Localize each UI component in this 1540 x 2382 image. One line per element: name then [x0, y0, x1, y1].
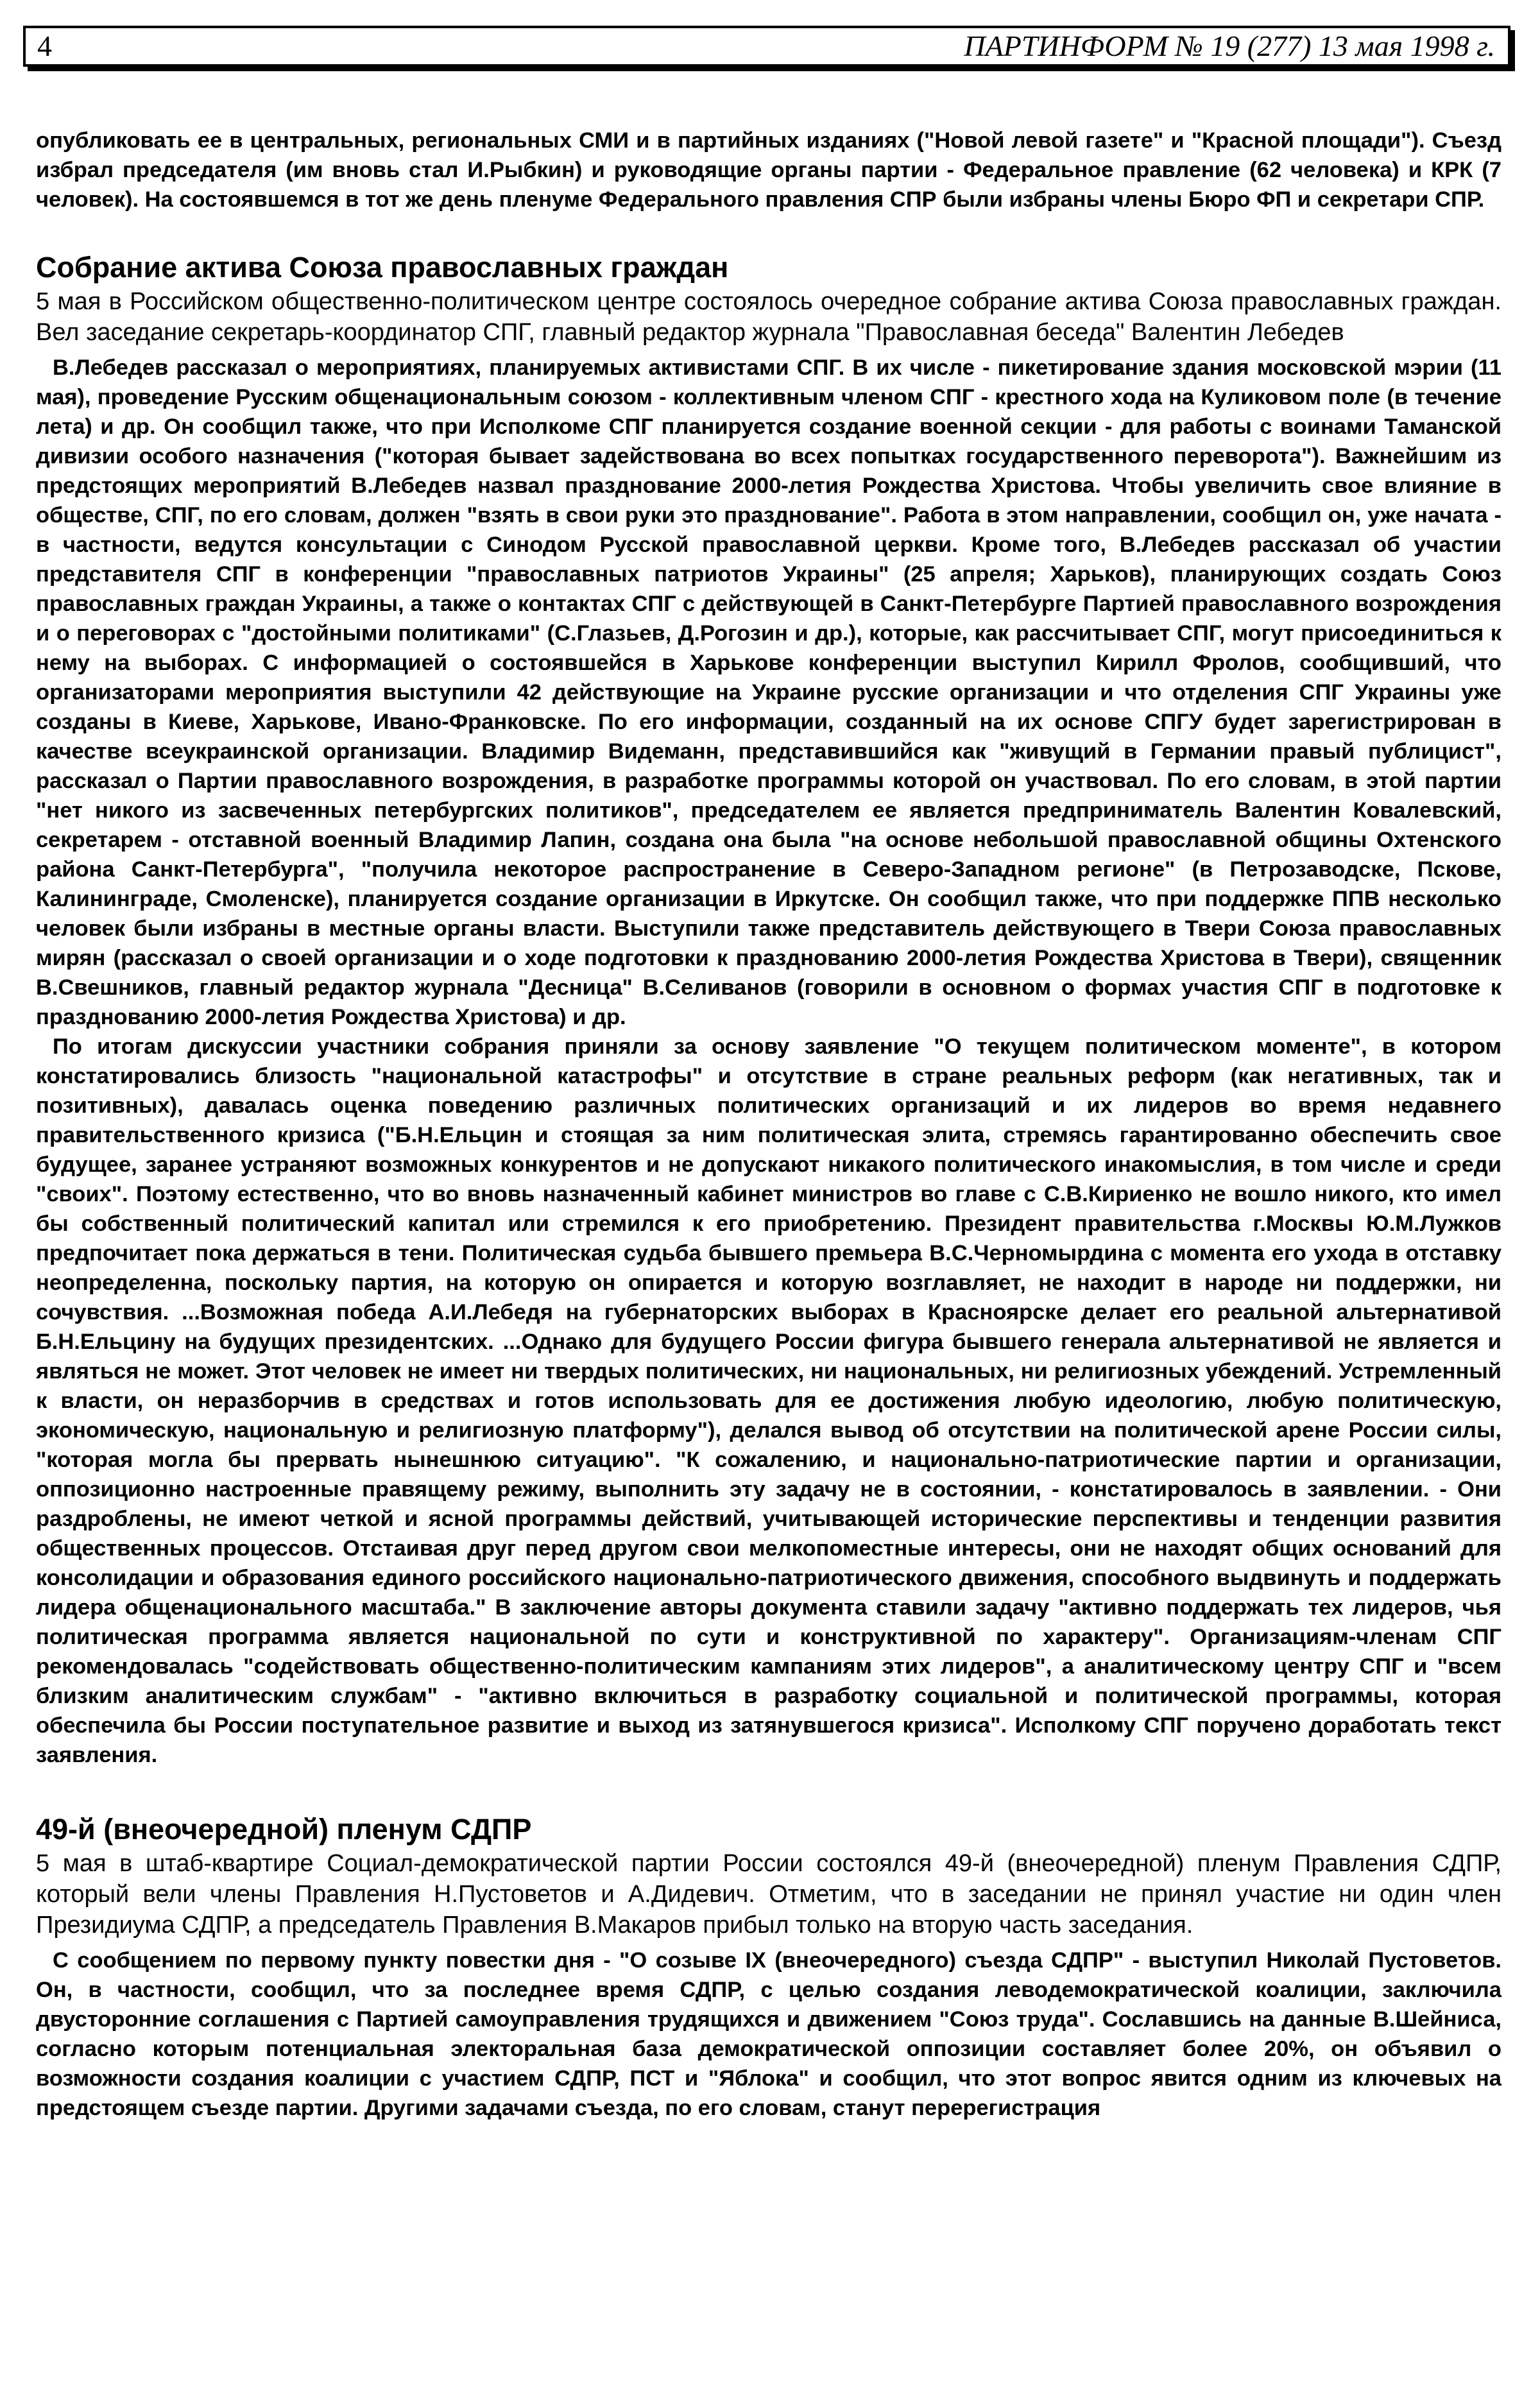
article-paragraph-spg-2: По итогам дискуссии участники собрания приняли за основу заявление "О текущем политическом моменте", в котором констатировались близость "национальной катастрофы" и отсутствие в стране реальных реформ (как негативных, так и позитивных), давалась оценка поведению различных политических организаций и их лидеров во время недавнего правительственного кризиса ("Б.Н.Ельцин и стоящая за ним политическая элита, стремясь гарантированно обеспечить свое будущее, заранее устраняют возможных конкурентов и не допускают никакого политического инакомыслия, в том числе и среди "своих". Поэтому естественно, что во вновь назначенный кабинет министров во главе с С.В.Кириенко не вошло никого, кто имел бы собственный политический капитал или стремился к его приобретению. Президент правительства г.Москвы Ю.М.Лужков предпочитает пока держаться в тени. Политическая судьба бывшего премьера В.С.Черномырдина с момента его ухода в отставку неопределенна, поскольку партия, на которую он опирается и которую возглавляет, не находит в народе ни поддержки, ни сочувствия. ...Возможная победа А.И.Лебедя на губернаторских выборах в Красноярске делает его реальной альтернативой Б.Н.Ельцину на будущих президентских. ...Однако для будущего России фигура бывшего генерала альтернативой не является и являться не может. Этот человек не имеет ни твердых политических, ни национальных, ни религиозных убеждений. Устремленный к власти, он неразборчив в средствах и готов использовать для ее достижения любую идеологию, любую политическую, экономическую, национальную и религиозную платформу"), делался вывод об отсутствии на политической арене России силы, "которая могла бы прервать нынешнюю ситуацию". "К сожалению, и национально-патриотические партии и организации, оппозиционно настроенные правящему режиму, выполнить эту задачу не в состоянии, - констатировалось в заявлении. - Они раздроблены, не имеют четкой и ясной программы действий, учитывающей исторические перспективы и тенденции развития общественных процессов. Отстаивая друг перед другом свои мелкопоместные интересы, они не находят общих оснований для консолидации и образования единого российского национально-патриотического движения, способного выдвинуть и поддержать лидера общенационального масштаба." В заключение авторы документа ставили задачу "активно поддержать тех лидеров, чья политическая программа является национальной по сути и конструктивной по характеру". Организациям-членам СПГ рекомендовалась "содействовать общественно-политическим кампаниям этих лидеров", а аналитическому центру СПГ и "всем близким аналитическим службам" - "активно включиться в разработку социальной и политической программы, которая обеспечила бы России поступательное развитие и выход из затянувшегося кризиса". Исполкому СПГ поручено доработать текст заявления.	[36, 1034, 1502, 1767]
article-paragraph-spg-1: В.Лебедев рассказал о мероприятиях, планируемых активистами СПГ. В их числе - пикетирование здания московской мэрии (11 мая), проведение Русским общенациональным союзом - коллективным членом СПГ - крестного хода на Куликовом поле (в течение лета) и др. Он сообщил также, что при Исполкоме СПГ планируется создание военной секции - для работы с воинами Таманской дивизии особого назначения ("которая бывает задействована во всех попытках государственного переворота"). Важнейшим из предстоящих мероприятий В.Лебедев назвал празднование 2000-летия Рождества Христова. Чтобы увеличить свое влияние в обществе, СПГ, по его словам, должен "взять в свои руки это празднование". Работа в этом направлении, сообщил он, уже начата - в частности, ведутся консультации с Синодом Русской православной церкви. Кроме того, В.Лебедев рассказал об участии представителя СПГ в конференции "православных патриотов Украины" (25 апреля; Харьков), планирующих создать Союз православных граждан Украины, а также о контактах СПГ с действующей в Санкт-Петербурге Партией православного возрождения и о переговорах с "достойными политиками" (С.Глазьев, Д.Рогозин и др.), которые, как рассчитывает СПГ, могут присоединиться к нему на выборах. С информацией о состоявшейся в Харькове конференции выступил Кирилл Фролов, сообщивший, что организаторами мероприятия выступили 42 действующие на Украине русские организации и что отделения СПГ Украины уже созданы в Киеве, Харькове, Ивано-Франковске. По его информации, созданный на их основе СПГУ будет зарегистрирован в качестве всеукраинской организации. Владимир Видеманн, представившийся как "живущий в Германии правый публицист", рассказал о Партии православного возрождения, в разработке программы которой он участвовал. По его словам, в этой партии "нет никого из засвеченных петербургских политиков", председателем ее является предприниматель Валентин Ковалевский, секретарем - отставной военный Владимир Лапин, создана она была "на основе небольшой православной общины Охтенского района Санкт-Петербурга", "получила некоторое распространение в Северо-Западном регионе" (в Петрозаводске, Пскове, Калининграде, Смоленске), планируется создание организации в Иркутске. Он сообщил также, что при поддержке ППВ несколько человек были избраны в местные органы власти. Выступили также представитель действующего в Твери Союза православных мирян (рассказал о своей организации и о ходе подготовки к празднованию 2000-летия Рождества Христова в Твери), священник В.Свешников, главный редактор журнала "Десница" В.Селиванов (говорили в основном о формах участия СПГ в подготовке к празднованию 2000-летия Рождества Христова) и др.	[36, 356, 1502, 1029]
intro-paragraph: опубликовать ее в центральных, региональных СМИ и в партийных изданиях ("Новой левой газете" и "Красной площади"). Съезд избрал председателя (им вновь стал И.Рыбкин) и руководящие органы партии - Федеральное правление (62 человека) и КРК (7 человек). На состоявшемся в тот же день пленуме Федерального правления СПР были избраны члены Бюро ФП и секретари СПР.	[36, 128, 1502, 212]
article-title-spg: Собрание актива Союза православных граждан	[36, 251, 729, 284]
article-lead-sdpr: 5 мая в штаб-квартире Социал-демократической партии России состоялся 49-й (внеочередной) пленум Правления СДПР, который вели члены Правления Н.Пустоветов и А.Дидевич. Отметим, что в заседании не принял участие ни один член Президиума СДПР, а председатель Правления В.Макаров прибыл только на вторую часть заседания.	[36, 1850, 1502, 1939]
page-number: 4	[37, 30, 52, 62]
running-header	[23, 26, 1510, 67]
page-content	[36, 126, 1502, 2123]
article-title-sdpr: 49-й (внеочередной) пленум СДПР	[36, 1813, 532, 1846]
article-paragraph-sdpr-1: С сообщением по первому пункту повестки дня - "О созыве IX (внеочередного) съезда СДПР" - выступил Николай Пустоветов. Он, в частности, сообщил, что за последнее время СДПР, с целью создания леводемократической коалиции, заключила двусторонние соглашения с Партией самоуправления трудящихся и движением "Союз труда". Сославшись на данные В.Шейниса, согласно которым потенциальная электоральная база демократической оппозиции составляет более 20%, он объявил о возможности создания коалиции с участием СДПР, ПСТ и "Яблока" и сообщил, что этот вопрос явится одним из ключевых на предстоящем съезде партии. Другими задачами съезда, по его словам, станут перерегистрация	[36, 1948, 1502, 2120]
article-lead-spg: 5 мая в Российском общественно-политическом центре состоялось очередное собрание актива Союза православных граждан. Вел заседание секретарь-координатор СПГ, главный редактор журнала "Православная беседа" Валентин Лебедев	[36, 288, 1502, 346]
issue-info: ПАРТИНФОРМ № 19 (277) 13 мая 1998 г.	[964, 30, 1495, 62]
